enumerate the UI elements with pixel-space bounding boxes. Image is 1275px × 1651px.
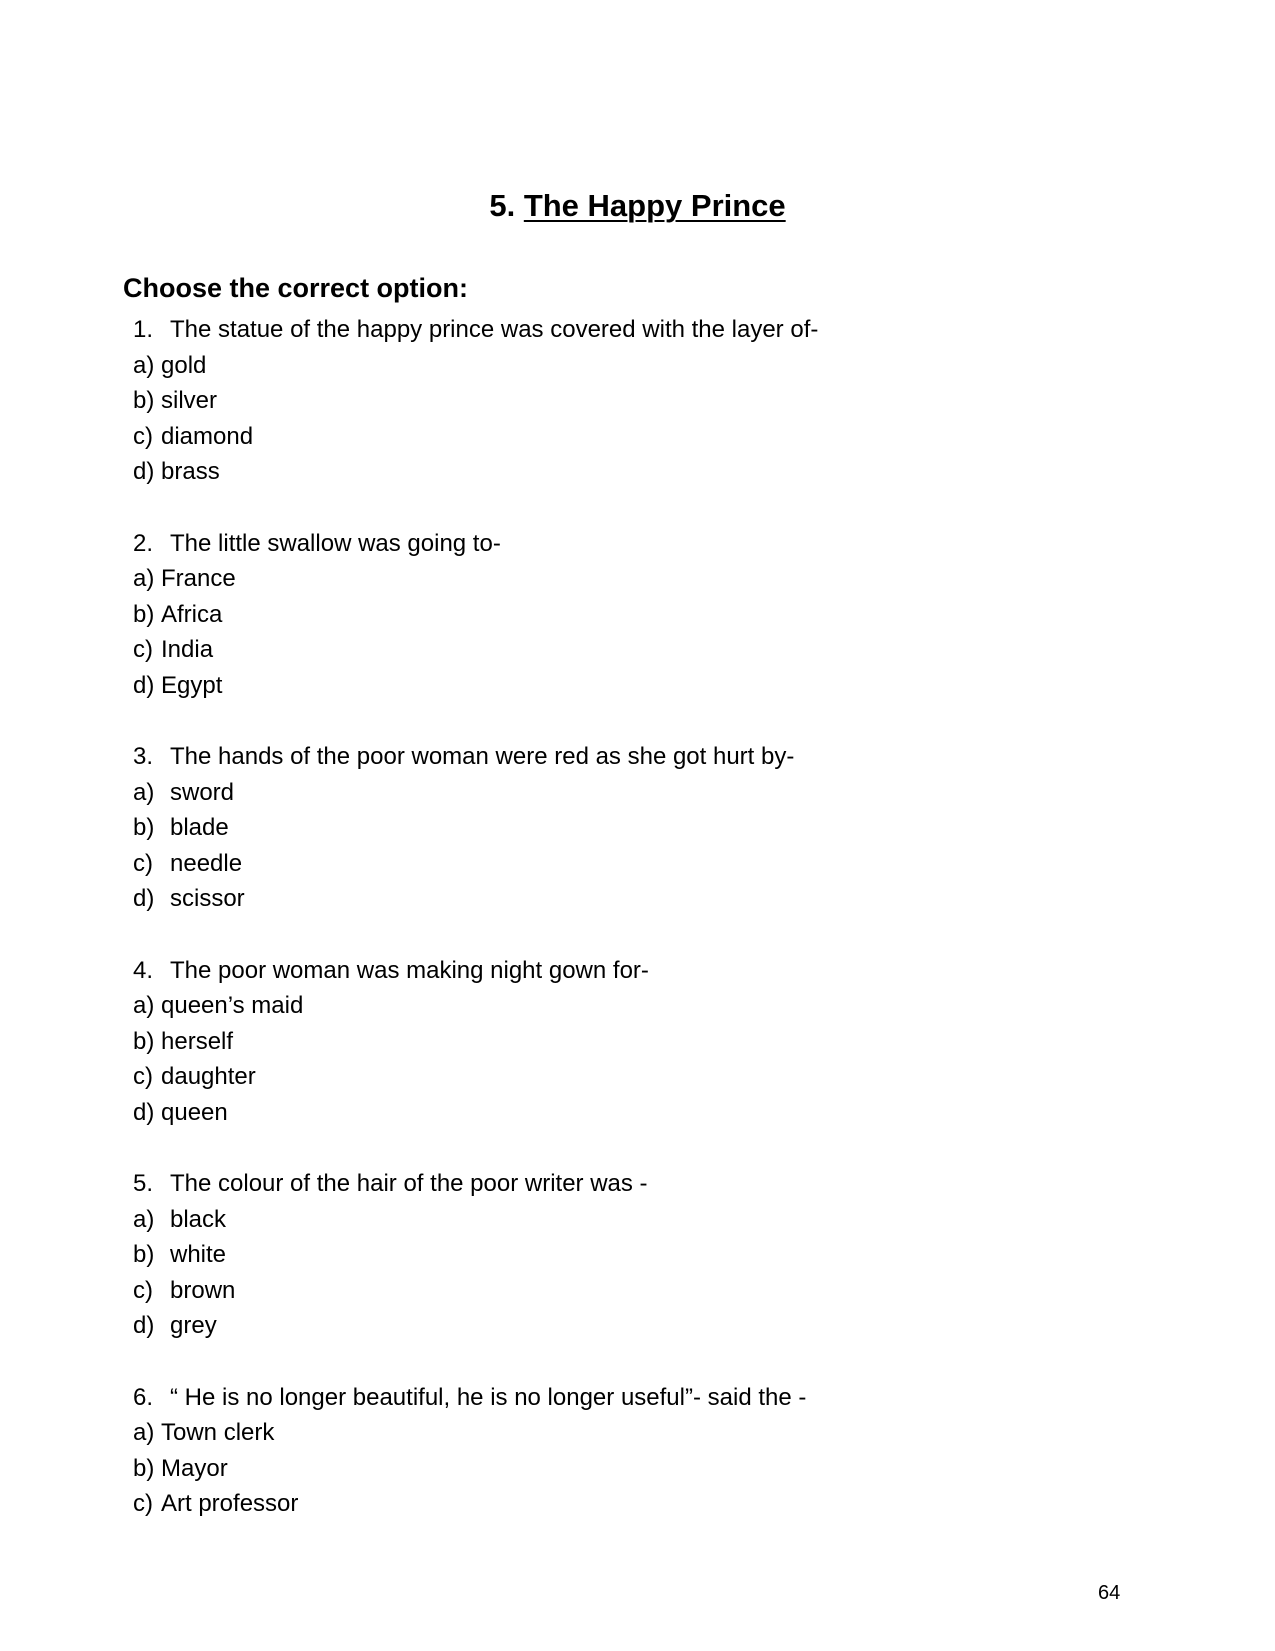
option-text: herself (161, 1027, 234, 1055)
option-label: d) (133, 671, 155, 699)
question-5 (133, 1166, 1133, 1344)
option-label: b) (133, 600, 155, 628)
option-text: scissor (170, 885, 245, 912)
option-d (133, 881, 1133, 917)
option-a (133, 348, 1133, 384)
option-label: b) (133, 1454, 155, 1482)
option-b (133, 810, 1133, 846)
page-title (0, 186, 1275, 226)
option-a (133, 988, 1133, 1024)
question-3 (133, 739, 1133, 917)
option-label: a) (133, 351, 155, 379)
option-label: c) (133, 636, 153, 663)
option-text: blade (170, 814, 229, 841)
option-b (133, 383, 1133, 419)
question-text: “ He is no longer beautiful, he is no longer useful”- said the - (170, 1383, 807, 1411)
option-label: d) (133, 1312, 155, 1339)
question-6-stem (133, 1380, 1133, 1416)
option-label: a) (133, 992, 155, 1019)
question-1-stem (133, 312, 1133, 348)
question-number: 3. (133, 743, 154, 770)
option-label: a) (133, 778, 155, 806)
option-c (133, 846, 1133, 882)
option-text: brass (161, 458, 220, 485)
question-number: 2. (133, 529, 154, 557)
question-4 (133, 953, 1133, 1131)
option-b (133, 597, 1133, 633)
option-b (133, 1024, 1133, 1060)
option-text: Egypt (161, 671, 223, 699)
option-label: d) (133, 885, 155, 912)
option-label: a) (133, 565, 155, 592)
question-2 (133, 526, 1133, 704)
option-b (133, 1237, 1133, 1273)
chapter-number: 5. (489, 188, 516, 223)
question-list (133, 312, 1133, 1558)
option-c (133, 1059, 1133, 1095)
option-c (133, 419, 1133, 455)
option-text: needle (170, 849, 243, 877)
option-text: sword (170, 778, 235, 806)
chapter-title: The Happy Prince (523, 188, 786, 223)
option-d (133, 1095, 1133, 1131)
question-number: 6. (133, 1383, 154, 1411)
option-c (133, 632, 1133, 668)
option-d (133, 1308, 1133, 1344)
option-text: queen’s maid (161, 992, 304, 1019)
question-text: The hands of the poor woman were red as she got hurt by- (170, 743, 795, 770)
question-text: The little swallow was going to- (170, 529, 501, 557)
option-label: b) (133, 814, 155, 841)
option-label: d) (133, 458, 155, 485)
question-1 (133, 312, 1133, 490)
option-label: a) (133, 1419, 155, 1446)
question-5-stem (133, 1166, 1133, 1202)
option-text: grey (170, 1312, 217, 1339)
question-6 (133, 1380, 1133, 1522)
option-label: b) (133, 387, 155, 414)
question-number: 4. (133, 956, 154, 984)
option-text: Art professor (161, 1490, 299, 1517)
option-label: a) (133, 1205, 155, 1233)
option-a (133, 561, 1133, 597)
question-2-stem (133, 526, 1133, 562)
option-text: gold (161, 351, 207, 379)
option-label: c) (133, 1063, 153, 1090)
option-label: b) (133, 1027, 155, 1055)
option-text: silver (161, 387, 218, 414)
option-text: Town clerk (161, 1419, 275, 1446)
option-text: white (170, 1241, 227, 1268)
question-text: The poor woman was making night gown for- (170, 956, 649, 984)
option-a (133, 1202, 1133, 1238)
page-number: 64 (1098, 1582, 1121, 1604)
question-number: 5. (133, 1170, 154, 1197)
option-label: d) (133, 1098, 155, 1126)
option-text: daughter (161, 1063, 256, 1090)
option-a (133, 775, 1133, 811)
option-label: c) (133, 422, 153, 450)
option-text: France (161, 565, 236, 592)
question-3-stem (133, 739, 1133, 775)
option-label: c) (133, 1276, 153, 1304)
option-label: b) (133, 1241, 155, 1268)
option-d (133, 668, 1133, 704)
option-text: queen (161, 1098, 228, 1126)
option-b (133, 1451, 1133, 1487)
option-a (133, 1415, 1133, 1451)
instruction-heading: Choose the correct option: (123, 273, 469, 303)
option-d (133, 454, 1133, 490)
question-text: The statue of the happy prince was covered with the layer of- (170, 316, 819, 343)
option-text: black (170, 1205, 227, 1233)
option-text: diamond (161, 422, 254, 450)
option-text: India (161, 636, 214, 663)
option-text: brown (170, 1276, 236, 1304)
question-text: The colour of the hair of the poor writer was - (170, 1170, 648, 1197)
option-label: c) (133, 849, 153, 877)
question-4-stem (133, 953, 1133, 989)
option-c (133, 1486, 1133, 1522)
option-text: Mayor (161, 1454, 228, 1482)
option-label: c) (133, 1490, 153, 1517)
option-c (133, 1273, 1133, 1309)
question-number: 1. (133, 316, 154, 343)
option-text: Africa (161, 600, 223, 628)
